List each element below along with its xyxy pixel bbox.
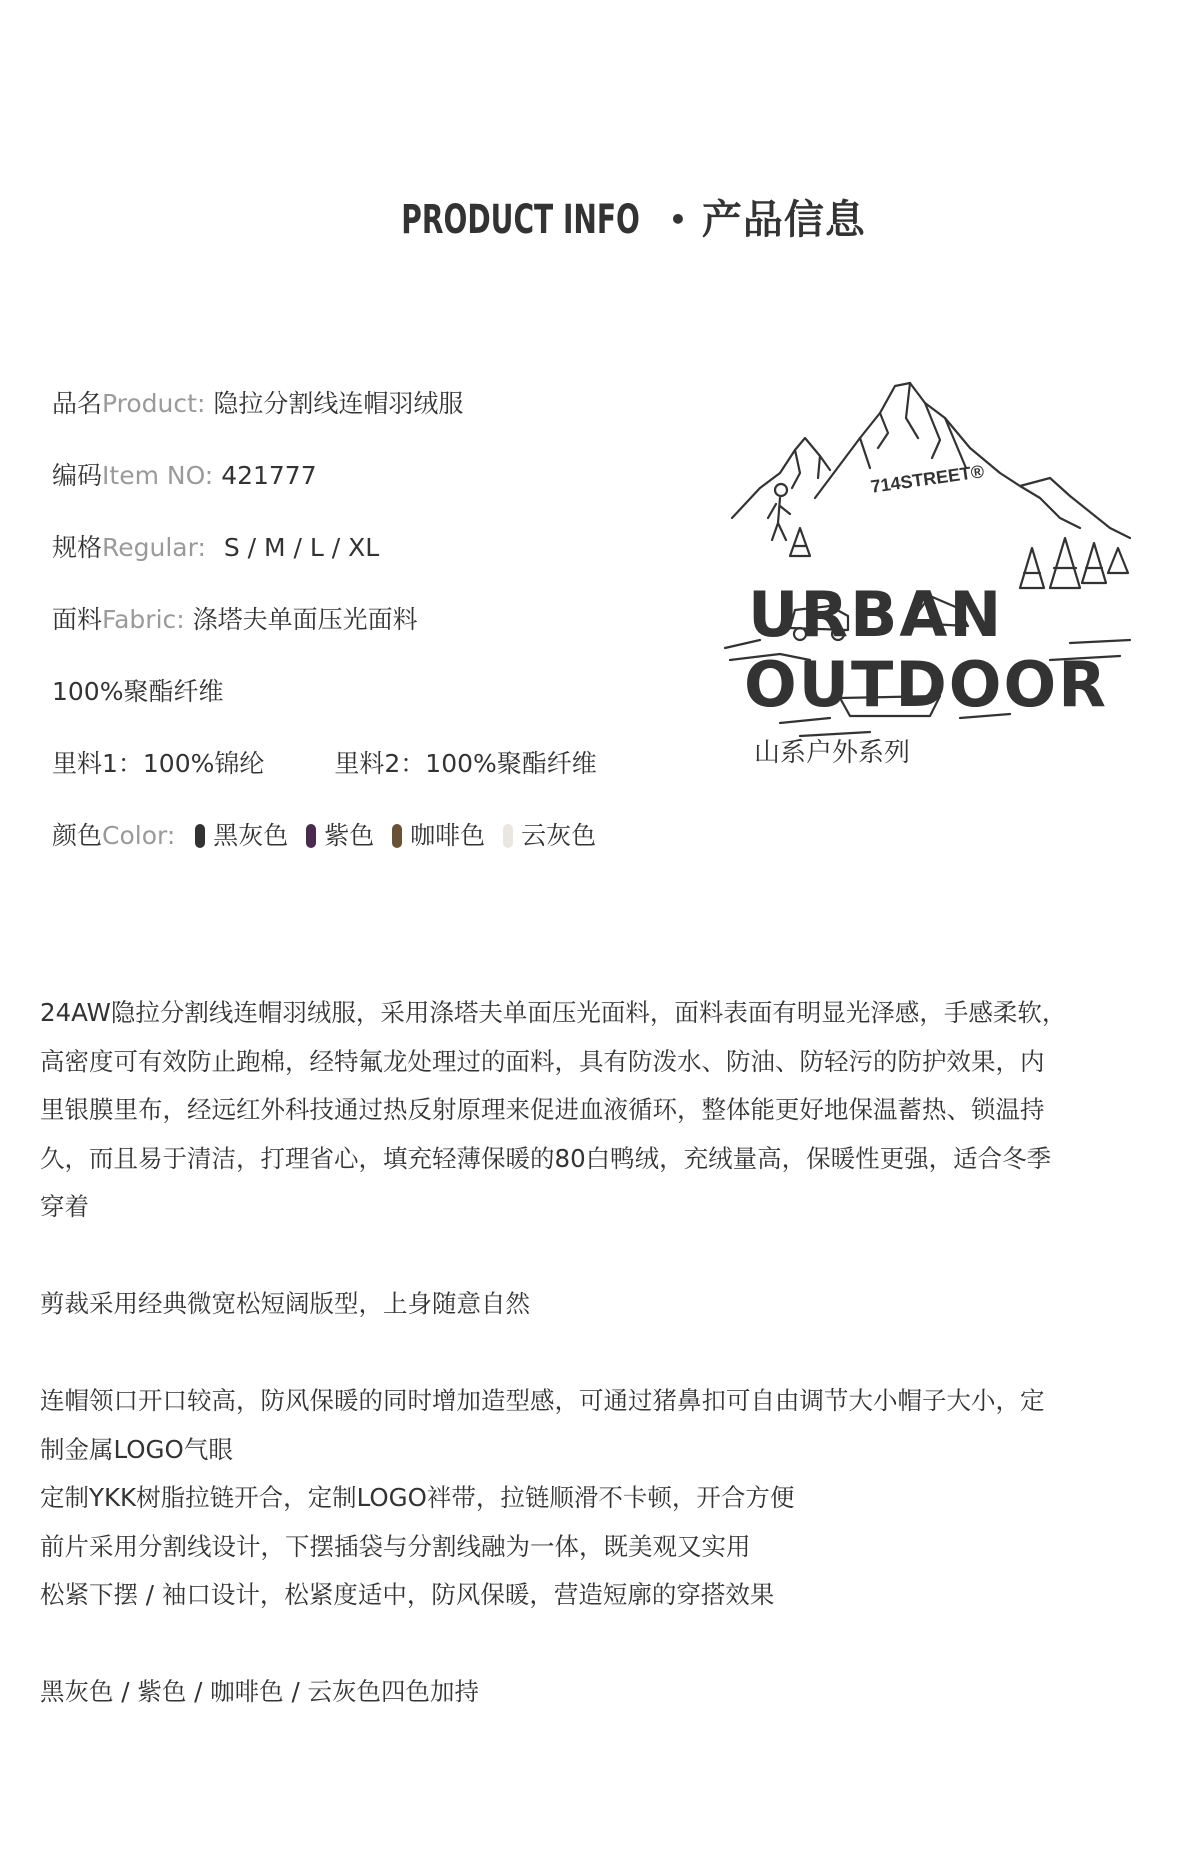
title-en: PRODUCT INFO [401,197,641,243]
value: 100%聚酯纤维 [52,677,224,706]
color-name: 黑灰色 [213,821,289,850]
swatch-coffee [392,824,402,848]
swatch-black-grey [195,824,205,848]
label-cn: 面料 [52,605,103,634]
desc-line: 剪裁采用经典微宽松短阔版型，上身随意自然 [40,1289,530,1318]
desc-line: 24AW隐拉分割线连帽羽绒服，采用涤塔夫单面压光面料，面料表面有明显光泽感，手感柔软， [40,998,1067,1027]
illus-line2: OUTDOOR [744,648,1108,721]
lining1: 里料1：100%锦纶 [52,749,265,778]
color-name: 云灰色 [521,821,597,850]
urban-outdoor-illustration [720,378,1140,778]
label-cn: 编码 [52,461,103,490]
page-title [0,188,1200,245]
info-row-fabric [52,600,597,672]
desc-line: 里银膜里布，经远红外科技通过热反射原理来促进血液循环，整体能更好地保温蓄热、锁温持 [40,1095,1045,1124]
illus-caption: 山系户外系列 [754,738,911,768]
value: 421777 [221,461,317,490]
info-row-regular [52,528,597,600]
label-en: Fabric: [102,605,185,634]
label-en: Item NO: [102,461,214,490]
info-row-composition [52,672,597,744]
swatch-cloud-grey [503,824,513,848]
swatch-purple [306,824,316,848]
value: 涤塔夫单面压光面料 [192,605,418,634]
desc-line: 定制YKK树脂拉链开合，定制LOGO袢带，拉链顺滑不卡顿，开合方便 [40,1483,795,1512]
value: S / M / L / XL [223,533,380,562]
desc-line: 高密度可有效防止跑棉，经特氟龙处理过的面料，具有防泼水、防油、防轻污的防护效果，内 [40,1046,1045,1076]
label-cn: 规格 [52,533,103,562]
desc-line: 松紧下摆 / 袖口设计，松紧度适中，防风保暖，营造短廓的穿搭效果 [40,1580,775,1609]
product-info-list [52,384,597,888]
title-separator: • [668,203,688,236]
label-cn: 品名 [52,389,103,418]
label-en: Color: [102,821,176,850]
desc-line: 制金属LOGO气眼 [40,1434,233,1464]
desc-line: 黑灰色 / 紫色 / 咖啡色 / 云灰色四色加持 [40,1677,479,1706]
info-row-color [52,816,597,888]
desc-line: 穿着 [40,1192,89,1221]
illus-brand: 714STREET® [869,461,986,497]
info-row-product [52,384,597,456]
value: 隐拉分割线连帽羽绒服 [213,389,464,418]
title-cn: 产品信息 [701,197,866,243]
info-row-lining [52,744,597,816]
lining2: 里料2：100%聚酯纤维 [334,749,597,778]
desc-line: 久，而且易于清洁，打理省心，填充轻薄保暖的80白鸭绒，充绒量高，保暖性更强，适合冬季 [40,1143,1052,1173]
color-name: 紫色 [324,821,375,850]
label-en: Regular: [102,533,206,562]
desc-line: 前片采用分割线设计，下摆插袋与分割线融为一体，既美观又实用 [40,1531,751,1561]
illus-line1: URBAN [748,578,1004,651]
product-description [40,989,1160,1717]
label-en: Product: [102,389,206,418]
info-row-item-no [52,456,597,528]
color-name: 咖啡色 [410,821,486,850]
label-cn: 颜色 [52,821,103,850]
desc-line: 连帽领口开口较高，防风保暖的同时增加造型感，可通过猪鼻扣可自由调节大小帽子大小，定 [40,1386,1045,1415]
